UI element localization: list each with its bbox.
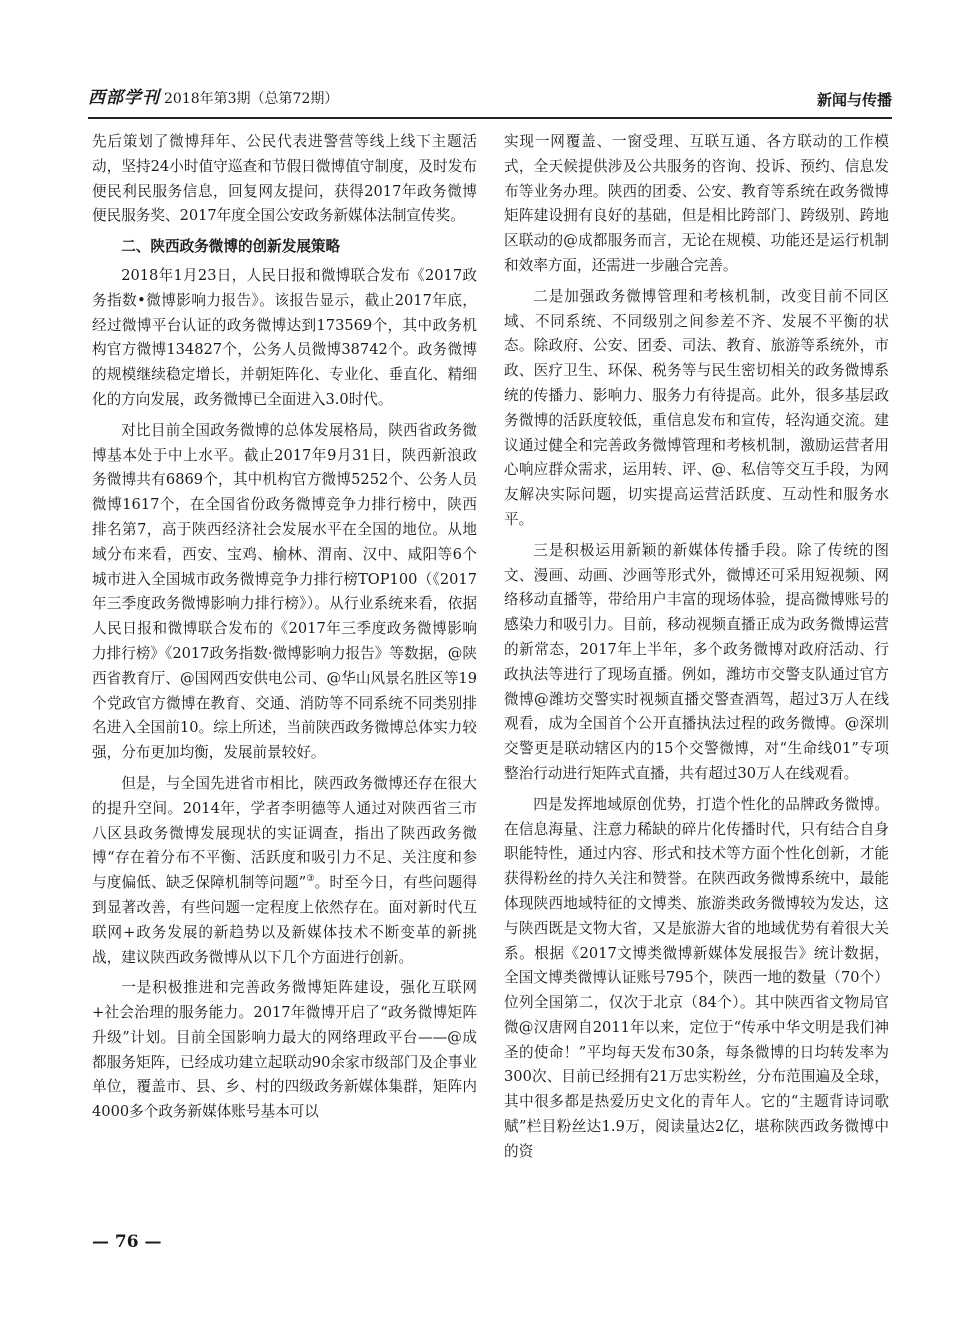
paragraph: 二是加强政务微博管理和考核机制，改变目前不同区域、不同系统、不同级别之间参差不齐、发展不平衡的状态。除政府、公安、团委、司法、教育、旅游等系统外，市政、医疗卫生、环保、税务等与民生密切相关的政务微博系统的传播力、影响力、服务力有待提高。此外，很多基层政务微博的活跃度较低，重信息发布和宣传，轻沟通交流。建议通过健全和完善政务微博管理和考核机制，激励运营者用心响应群众需求，运用转、评、@、私信等交互手段，为网友解决实际问题，切实提高运营活跃度、互动性和服务水平。	[504, 287, 889, 528]
paragraph	[92, 772, 477, 970]
left-column	[92, 130, 477, 1131]
issue-info: 2018年第3期（总第72期）	[164, 91, 339, 107]
header-journal-info	[88, 83, 338, 108]
paragraph-continued: 先后策划了微博拜年、公民代表进警营等线上线下主题活动，坚持24小时值守巡查和节假日微博值守制度，及时发布便民利民服务信息，回复网友提问，获得2017年政务微博便民服务奖、2017年度全国公安政务新媒体法制宣传奖。	[92, 133, 477, 225]
paragraph: 四是发挥地域原创优势，打造个性化的品牌政务微博。在信息海量、注意力稀缺的碎片化传播时代，只有结合自身职能特性，通过内容、形式和技术等方面个性化创新，才能获得粉丝的持久关注和赞誉。在陕西政务微博系统中，最能体现陕西地域特征的文博类、旅游类政务微博较为发达，这与陕西既是文物大省，又是旅游大省的地域优势有着很大关系。根据《2017文博类微博新媒体发展报告》统计数据，全国文博类微博认证账号795个，陕西一地的数量（70个）位列全国第二，仅次于北京（84个）。其中陕西省文物局官微@汉唐网自2011年以来，定位于“传承中华文明是我们神圣的使命！”平均每天发布30条，每条微博的日均转发率为300次、目前已经拥有21万忠实粉丝，分布范围遍及全球，其中很多都是热爱历史文化的青年人。它的“主题背诗词歌赋”栏目粉丝达1.9万，阅读量达2亿，堪称陕西政务微博中的资	[504, 795, 889, 1160]
footnote-marker: ③	[306, 874, 315, 885]
section-title: 新闻与传播	[816, 91, 892, 109]
page-header	[88, 82, 892, 116]
section-heading: 二、陕西政务微博的创新发展策略	[121, 238, 341, 256]
paragraph-text: 但是，与全国先进省市相比，陕西政务微博还存在很大的提升空间。2014年，学者李明德等人通过对陕西省三市八区县政务微博发展现状的实证调查，指出了陕西政务微博“存在着分布不平衡、活跃度和吸引力不足、关注度和参与度偏低、缺乏保障机制等问题”	[92, 774, 477, 892]
paragraph: 三是积极运用新颖的新媒体传播手段。除了传统的图文、漫画、动画、沙画等形式外，微博还可采用短视频、网络移动直播等，带给用户丰富的现场体验，提高微博账号的感染力和吸引力。目前，移动视频直播正成为政务微博运营的新常态，2017年上半年，多个政务微博对政府活动、行政执法等进行了现场直播。例如，潍坊市交警支队通过官方微博@潍坊交警实时视频直播交警查酒驾，超过3万人在线观看，成为全国首个公开直播执法过程的政务微博。@深圳交警更是联动辖区内的15个交警微博，对“生命线01”专项整治行动进行矩阵式直播，共有超过30万人在线观看。	[504, 541, 889, 782]
page-number: — 76 —	[92, 1232, 162, 1252]
paragraph: 2018年1月23日，人民日报和微博联合发布《2017政务指数•微博影响力报告》。该报告显示，截止2017年底，经过微博平台认证的政务微博达到173569个，其中政务机构官方微博134827个，公务人员微博38742个。政务微博的规模继续稳定增长，并朝矩阵化、专业化、垂直化、精细化的方向发展，政务微博已全面进入3.0时代。	[92, 266, 477, 408]
right-column	[504, 130, 889, 1171]
paragraph: 对比目前全国政务微博的总体发展格局，陕西省政务微博基本处于中上水平。截止2017年9月31日，陕西新浪政务微博共有6869个，其中机构官方微博5252个、公务人员微博1617个，在全国省份政务微博竞争力排行榜中，陕西排名第7，高于陕西经济社会发展水平在全国的地位。从地域分布来看，西安、宝鸡、榆林、渭南、汉中、咸阳等6个城市进入全国城市政务微博竞争力排行榜TOP100（《2017年三季度政务微博影响力排行榜》）。从行业系统来看，依据人民日报和微博联合发布的《2017年三季度政务微博影响力排行榜》《2017政务指数·微博影响力报告》等数据，@陕西省教育厅、@国网西安供电公司、@华山风景名胜区等19个党政官方微博在教育、交通、消防等不同系统不同类别排名进入全国前10。综上所述，当前陕西政务微博总体实力较强，分布更加均衡，发展前景较好。	[92, 421, 477, 762]
paragraph-text: 。时至今日，有些问题得到显著改善，有些问题一定程度上依然存在。面对新时代互联网+政务发展的新趋势以及新媒体技术不断变革的新挑战，建议陕西政务微博从以下几个方面进行创新。	[92, 874, 477, 966]
header-divider	[88, 117, 892, 119]
journal-logo: 西部学刊	[88, 88, 160, 108]
paragraph: 一是积极推进和完善政务微博矩阵建设，强化互联网+社会治理的服务能力。2017年微博开启了“政务微博矩阵升级”计划。目前全国影响力最大的网络理政平台——@成都服务矩阵，已经成功建立起联动90余家市级部门及企事业单位，覆盖市、县、乡、村的四级政务新媒体集群，矩阵内4000多个政务新媒体账号基本可以	[92, 979, 477, 1121]
paragraph-continued: 实现一网覆盖、一窗受理、互联互通、各方联动的工作模式，全天候提供涉及公共服务的咨询、投诉、预约、信息发布等业务办理。陕西的团委、公安、教育等系统在政务微博矩阵建设拥有良好的基础，但是相比跨部门、跨级别、跨地区联动的@成都服务而言，无论在规模、功能还是运行机制和效率方面，还需进一步融合完善。	[504, 133, 889, 274]
